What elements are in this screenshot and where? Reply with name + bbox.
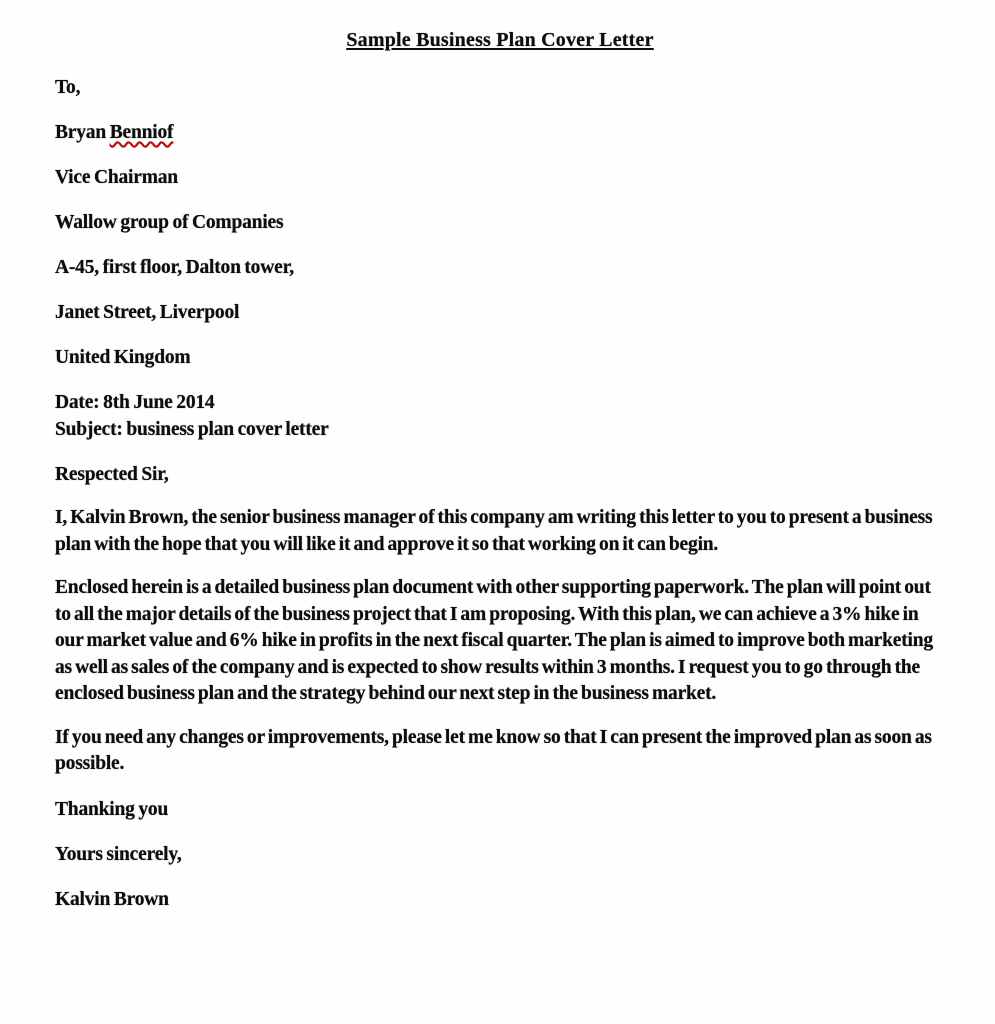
body-paragraph-1: I, Kalvin Brown, the senior business manager of this company am writing this letter to you to present a business plan with the hope that you will like it and approve it so that working on it can begin.	[55, 507, 933, 555]
document-title: Sample Business Plan Cover Letter	[346, 29, 654, 51]
recipient-name-last-misspelled: Benniof	[109, 122, 174, 143]
greeting: Respected Sir,	[55, 464, 169, 485]
recipient-name	[55, 119, 945, 146]
recipient-job-title: Vice Chairman	[55, 167, 178, 188]
recipient-name-first: Bryan	[55, 122, 107, 143]
recipient-address-line2: Janet Street, Liverpool	[55, 302, 240, 323]
body-paragraph-2: Enclosed herein is a detailed business plan document with other supporting paperwork. The plan will point out to all the major details of the business project that I am proposing. With this plan, we can achieve a 3% hike in our market value and 6% hike in profits in the next fiscal quarter. The plan is aimed to improve both marketing as well as sales of the company and is expected to show results within 3 months. I request you to go through the enclosed business plan and the strategy behind our next step in the business market.	[55, 577, 933, 704]
signature-name: Kalvin Brown	[55, 888, 169, 910]
recipient-address-line1: A-45, first floor, Dalton tower,	[55, 257, 294, 278]
recipient-company: Wallow group of Companies	[55, 212, 284, 233]
body-paragraph-3: If you need any changes or improvements, please let me know so that I can present the improved plan as soon as possible.	[55, 726, 932, 774]
closing-valediction: Yours sincerely,	[55, 843, 182, 865]
subject-line: Subject: business plan cover letter	[55, 419, 329, 440]
date-subject-block	[55, 389, 945, 443]
date-line: Date: 8th June 2014	[55, 392, 215, 413]
recipient-address-line3: United Kingdom	[55, 347, 191, 368]
closing-thanks: Thanking you	[55, 798, 169, 820]
recipient-to-label: To,	[55, 77, 81, 98]
